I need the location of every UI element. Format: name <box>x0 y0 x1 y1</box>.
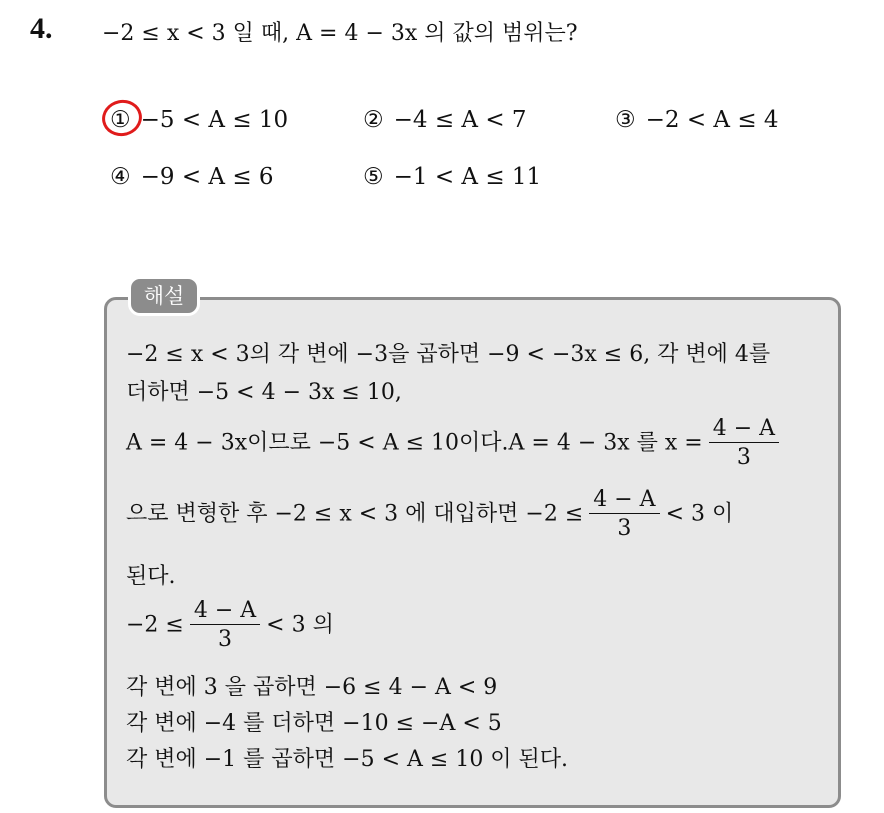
choice-text: −2 < A ≤ 4 <box>645 107 779 133</box>
question-number: 4. <box>30 12 53 45</box>
choice-3[interactable] <box>615 107 779 133</box>
choice-number: ③ <box>615 107 636 133</box>
solution-line-7: 각 변에 3 을 곱하면 −6 ≤ 4 − A < 9 <box>126 675 498 700</box>
fraction-denominator: 3 <box>736 445 751 471</box>
choice-text: −4 ≤ A < 7 <box>393 107 527 133</box>
fraction-numerator: 4 − A <box>589 487 659 514</box>
choice-number: ④ <box>110 164 131 190</box>
fraction <box>589 487 659 542</box>
choice-4[interactable] <box>110 164 274 190</box>
choice-number: ① <box>110 107 131 133</box>
choice-text: −1 < A ≤ 11 <box>393 164 542 190</box>
choice-number: ② <box>363 107 384 133</box>
choice-5[interactable] <box>363 164 541 190</box>
choice-text: −9 < A ≤ 6 <box>140 164 274 190</box>
solution-line-4-text: 으로 변형한 후 −2 ≤ x < 3 에 대입하면 −2 ≤ <box>126 501 584 527</box>
fraction-numerator: 4 − A <box>190 598 260 625</box>
solution-line-2: 더하면 −5 < 4 − 3x ≤ 10, <box>126 380 402 405</box>
choice-number: ⑤ <box>363 164 384 190</box>
fraction <box>190 598 260 653</box>
fraction-numerator: 4 − A <box>709 416 779 443</box>
solution-line-5: 된다. <box>126 564 176 589</box>
question-text: −2 ≤ x < 3 일 때, A = 4 − 3x 의 값의 범위는? <box>102 21 578 46</box>
choice-1[interactable] <box>110 107 288 133</box>
fraction-denominator: 3 <box>218 627 233 653</box>
solution-label: 해설 <box>128 276 200 316</box>
fraction-denominator: 3 <box>617 516 632 542</box>
solution-line-6 <box>126 598 334 653</box>
solution-line-8: 각 변에 −4 를 더하면 −10 ≤ −A < 5 <box>126 711 502 736</box>
solution-line-9: 각 변에 −1 를 곱하면 −5 < A ≤ 10 이 된다. <box>126 747 569 772</box>
solution-line-1: −2 ≤ x < 3의 각 변에 −3을 곱하면 −9 < −3x ≤ 6, 각 변에 4를 <box>126 342 771 367</box>
choice-text: −5 < A ≤ 10 <box>140 107 289 133</box>
solution-line-4 <box>126 487 733 542</box>
choice-2[interactable] <box>363 107 527 133</box>
fraction <box>709 416 779 471</box>
solution-line-4-tail: < 3 이 <box>665 501 734 527</box>
solution-line-3 <box>126 416 785 471</box>
solution-line-3-text: A = 4 − 3x이므로 −5 < A ≤ 10이다.A = 4 − 3x 를 x = <box>126 430 703 456</box>
solution-line-6-text: −2 ≤ <box>126 612 184 638</box>
solution-line-6-tail: < 3 의 <box>266 612 334 638</box>
